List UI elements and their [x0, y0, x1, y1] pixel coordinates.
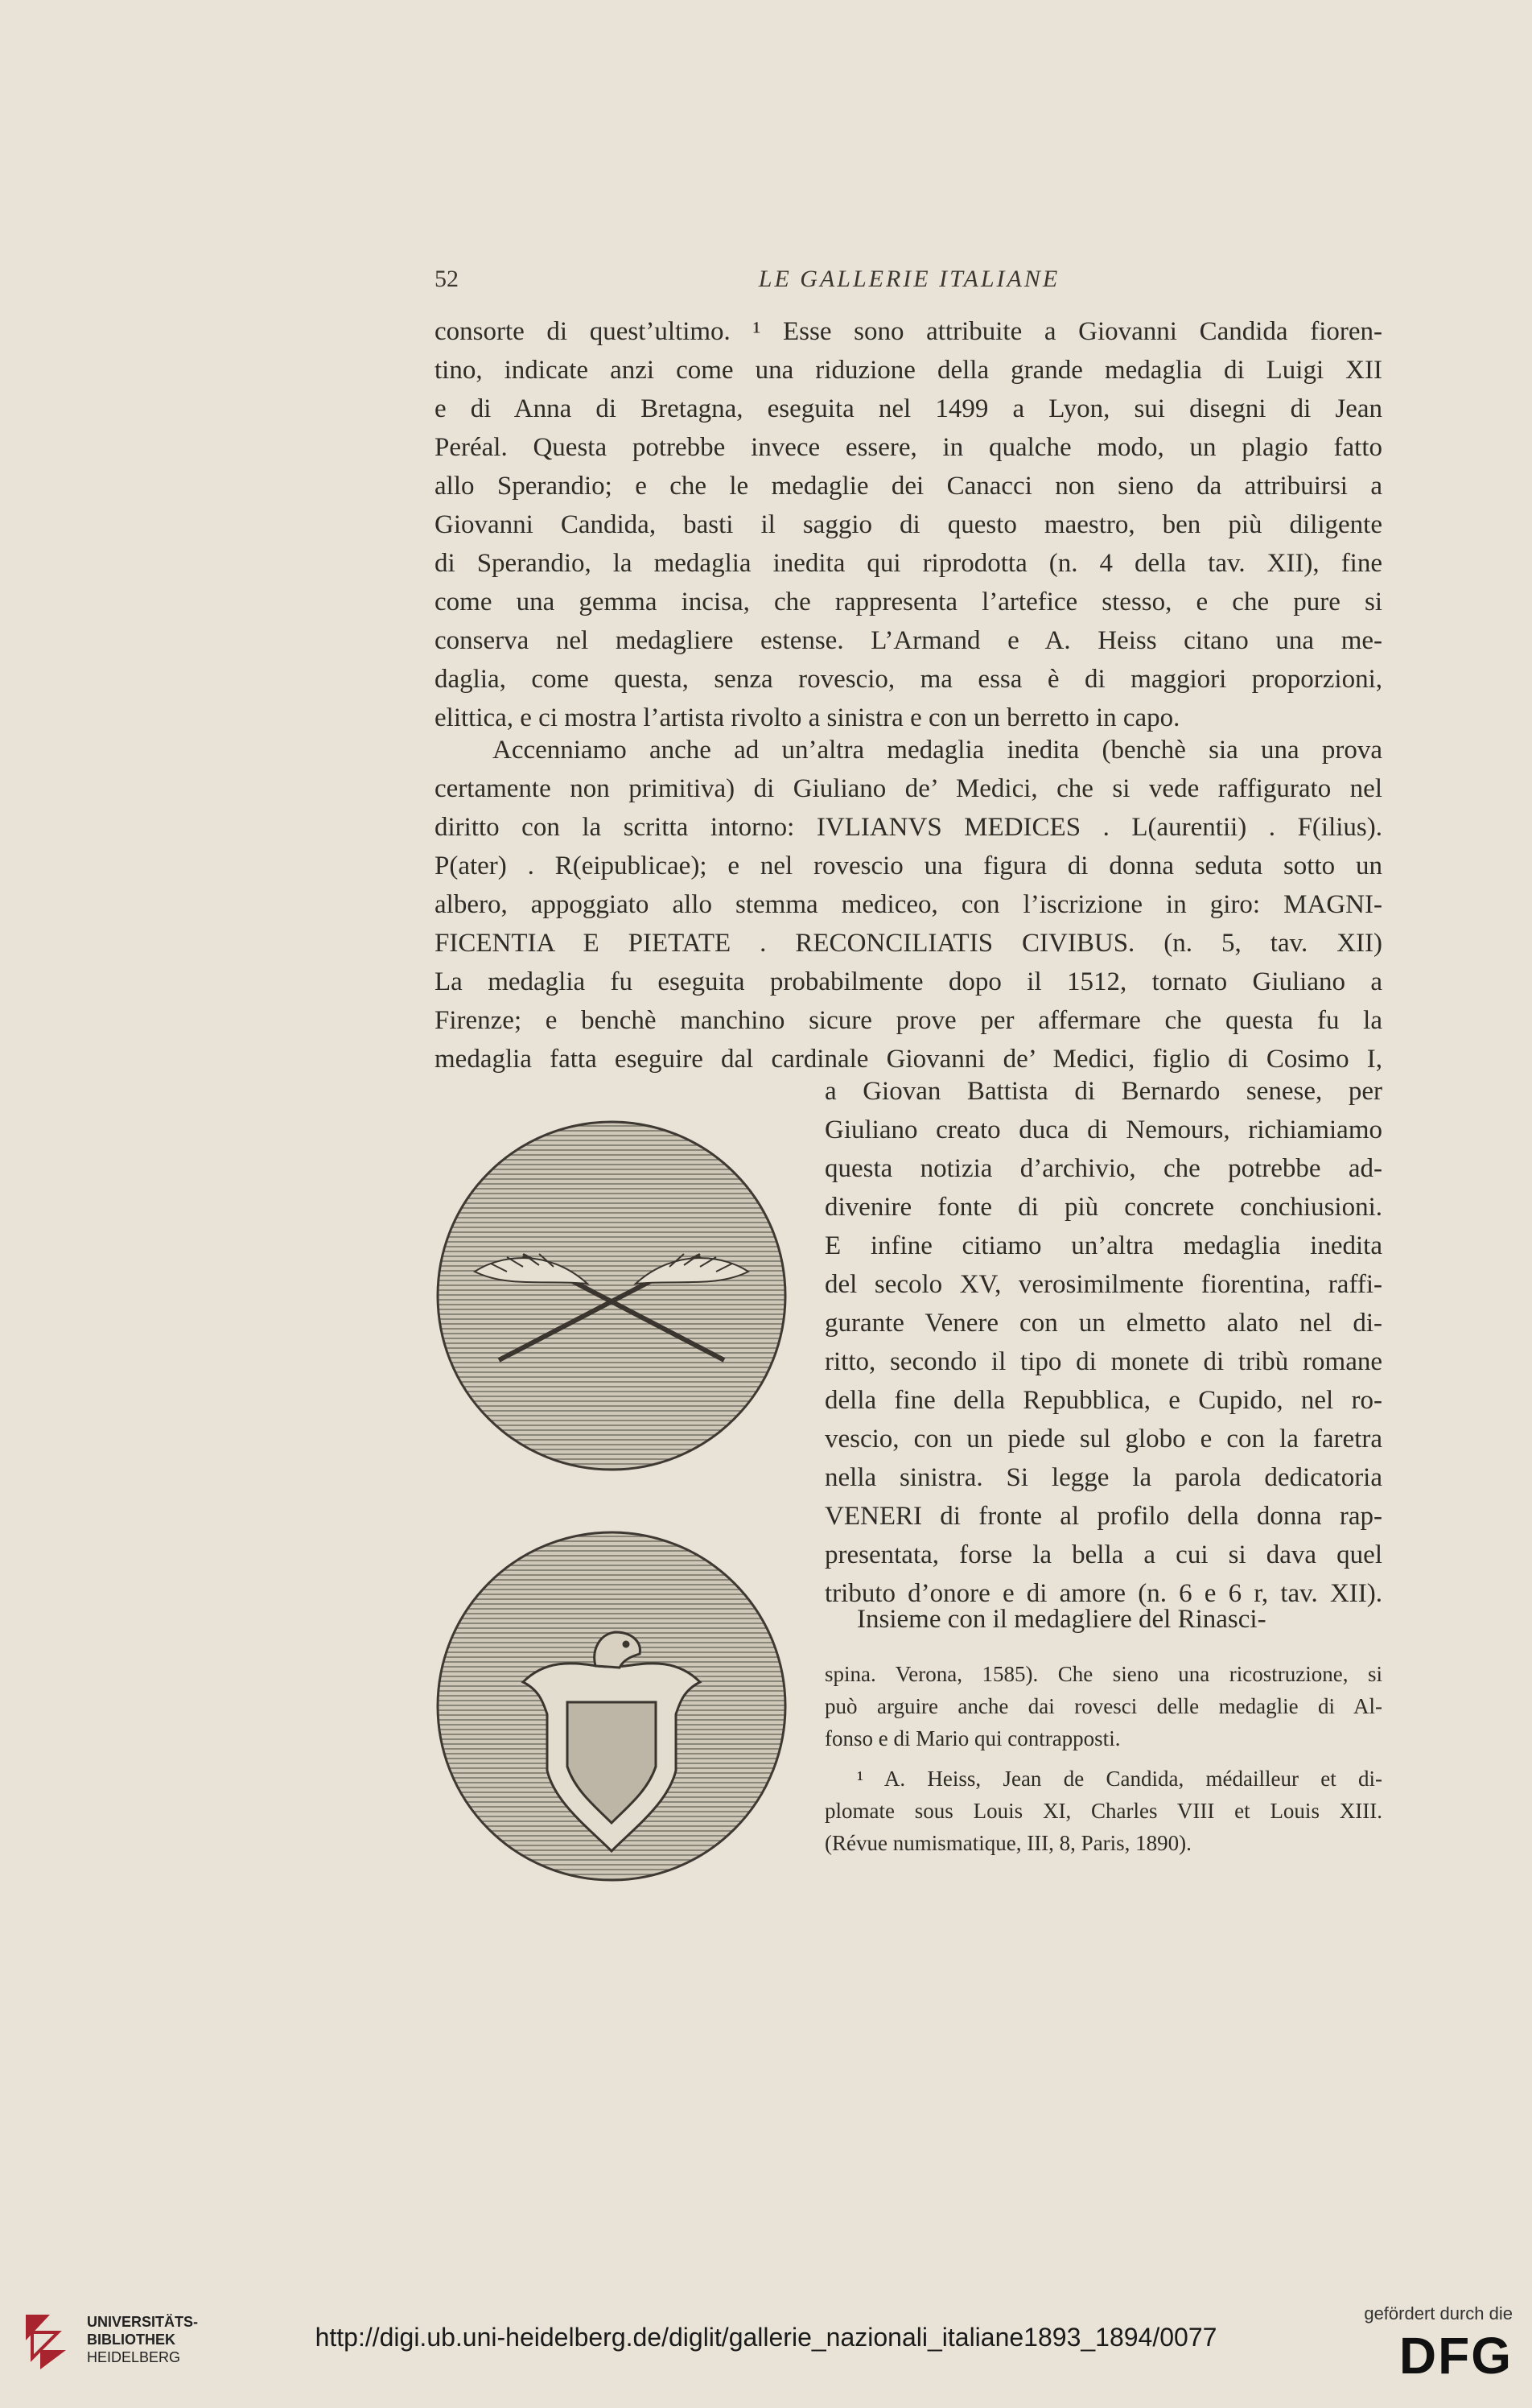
body-line: La medaglia fu eseguita probabilmente dopo il 1512, tornato Giuliano a [434, 967, 1382, 996]
side-line: presentata, forse la bella a cui si dava quel [825, 1540, 1382, 1569]
body-line: conserva nel medagliere estense. L’Armand e A. Heiss citano una me- [434, 626, 1382, 655]
side-line: nella sinistra. Si legge la parola dedicatoria [825, 1463, 1382, 1492]
body-line: Firenze; e benchè manchino sicure prove per affermare che questa fu la [434, 1006, 1382, 1035]
funding-text: gefördert durch die [1364, 2303, 1513, 2323]
footnote-line: può arguire anche dai rovesci delle medaglie di Al- [825, 1694, 1382, 1718]
body-line: albero, appoggiato allo stemma mediceo, con l’iscrizione in giro: MAGNI- [434, 890, 1382, 919]
body-line: Peréal. Questa potrebbe invece essere, in qualche modo, un plagio fatto [434, 433, 1382, 462]
body-line: FICENTIA E PIETATE . RECONCILIATIS CIVIBUS. (n. 5, tav. XII) [434, 929, 1382, 958]
body-line: come una gemma incisa, che rappresenta l’artefice stesso, e che pure si [434, 588, 1382, 616]
running-title: LE GALLERIE ITALIANE [758, 266, 1060, 292]
body-line: diritto con la scritta intorno: IVLIANVS MEDICES . L(aurentii) . F(ilius). [434, 813, 1382, 842]
medal-crossed-arrows-image [434, 1119, 789, 1473]
body-line: Giovanni Candida, basti il saggio di questo maestro, ben più diligente [434, 510, 1382, 539]
side-line: questa notizia d’archivio, che potrebbe ad- [825, 1154, 1382, 1183]
side-line: ritto, secondo il tipo di monete di tribù romane [825, 1347, 1382, 1376]
library-line-1: UNIVERSITÄTS- [87, 2314, 199, 2330]
body-line: daglia, come questa, senza rovescio, ma essa è di maggiori proporzioni, [434, 665, 1382, 694]
body-line: di Sperandio, la medaglia inedita qui riprodotta (n. 4 della tav. XII), fine [434, 549, 1382, 578]
body-line: e di Anna di Bretagna, eseguita nel 1499 a Lyon, sui disegni di Jean [434, 394, 1382, 423]
footnote-line: (Révue numismatique, III, 8, Paris, 1890). [825, 1831, 1192, 1855]
medal-shield-image [434, 1529, 789, 1883]
footnote-line: plomate sous Louis XI, Charles VIII et Louis XIII. [825, 1799, 1382, 1823]
footnote-line: ¹ A. Heiss, Jean de Candida, médailleur et di- [857, 1767, 1382, 1791]
permalink-url[interactable]: http://digi.ub.uni-heidelberg.de/diglit/gallerie_nazionali_italiane1893_1894/0077 [315, 2323, 1217, 2352]
library-line-3: HEIDELBERG [87, 2349, 181, 2365]
side-line: Giuliano creato duca di Nemours, richiamiamo [825, 1115, 1382, 1144]
body-line: tino, indicate anzi come una riduzione della grande medaglia di Luigi XII [434, 356, 1382, 385]
body-line: allo Sperandio; e che le medaglie dei Canacci non sieno da attribuirsi a [434, 472, 1382, 501]
dfg-logo-icon: DFG [1398, 2327, 1513, 2385]
running-head [434, 266, 1384, 306]
side-line: Insieme con il medagliere del Rinasci- [857, 1605, 1266, 1634]
body-line: P(ater) . R(eipublicae); e nel rovescio una figura di donna seduta sotto un [434, 851, 1382, 880]
body-line: consorte di quest’ultimo. ¹ Esse sono attribuite a Giovanni Candida fioren- [434, 317, 1382, 346]
funding-logo [1352, 2303, 1513, 2392]
side-line: a Giovan Battista di Bernardo senese, per [825, 1077, 1382, 1106]
side-line: del secolo XV, verosimilmente fiorentina, raffi- [825, 1270, 1382, 1299]
footnote-line: spina. Verona, 1585). Che sieno una ricostruzione, si [825, 1662, 1382, 1686]
body-line: elittica, e ci mostra l’artista rivolto a sinistra e con un berretto in capo. [434, 703, 1180, 732]
page-number: 52 [434, 266, 459, 292]
body-line: certamente non primitiva) di Giuliano de’ Medici, che si vede raffigurato nel [434, 774, 1382, 803]
side-line: gurante Venere con un elmetto alato nel di- [825, 1309, 1382, 1338]
side-line: tributo d’onore e di amore (n. 6 e 6 r, tav. XII). [825, 1579, 1382, 1608]
body-line: Accenniamo anche ad un’altra medaglia inedita (benchè sia una prova [492, 736, 1382, 765]
side-line: vescio, con un piede sul globo e con la faretra [825, 1425, 1382, 1453]
library-line-2: BIBLIOTHEK [87, 2332, 175, 2348]
footnote-line: fonso e di Mario qui contrapposti. [825, 1726, 1121, 1750]
side-line: divenire fonte di più concrete conchiusioni. [825, 1193, 1382, 1222]
side-line: della fine della Repubblica, e Cupido, nel ro- [825, 1386, 1382, 1415]
body-line: medaglia fatta eseguire dal cardinale Giovanni de’ Medici, figlio di Cosimo I, [434, 1045, 1382, 1074]
side-line: VENERI di fronte al profilo della donna rap- [825, 1502, 1382, 1531]
side-line: E infine citiamo un’altra medaglia inedita [825, 1231, 1382, 1260]
